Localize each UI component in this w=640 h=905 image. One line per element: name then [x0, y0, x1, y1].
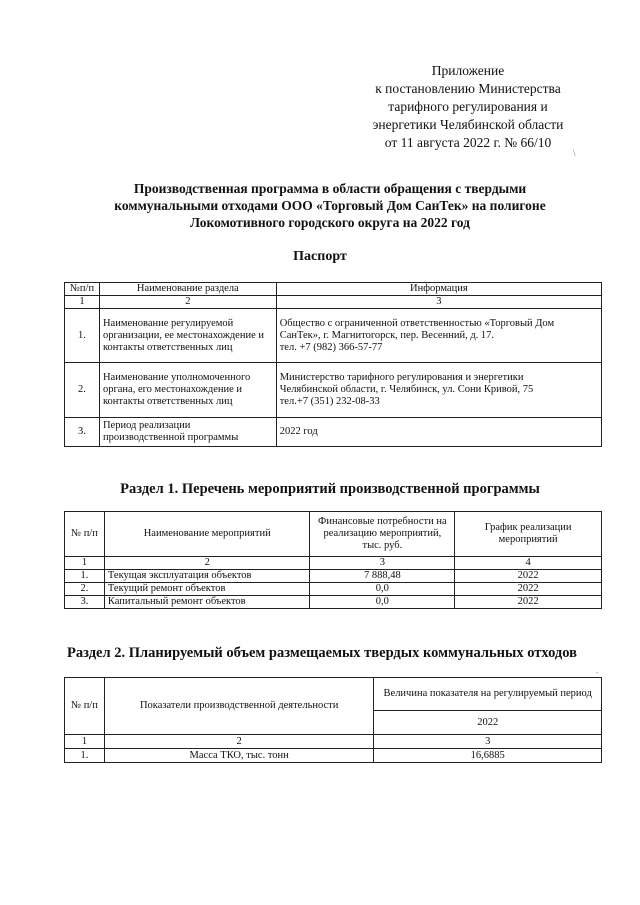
- header-cell: Информация: [276, 283, 601, 296]
- table-number-row: [65, 557, 602, 570]
- indicator-value: 16,6885: [374, 749, 602, 763]
- appendix-line: тарифного регулирования и: [388, 99, 548, 114]
- header-cell: № п/п: [65, 512, 105, 557]
- table-number-row: [65, 296, 602, 309]
- info-line: тел. +7 (982) 366-57-77: [279, 341, 383, 353]
- table-row: [65, 363, 602, 418]
- measure-amount: 7 888,48: [310, 570, 455, 583]
- section-name: Период реализации производственной программы: [99, 418, 276, 447]
- header-cell: Наименование мероприятий: [104, 512, 310, 557]
- row-number: 1.: [65, 749, 105, 763]
- title-line: коммунальными отходами ООО «Торговый Дом СанТек» на полигоне: [114, 198, 546, 213]
- info-line: 2022 год: [279, 426, 318, 437]
- table-header-row: [65, 283, 602, 296]
- document-title: [60, 180, 600, 231]
- section-name: Наименование уполномоченного органа, его местонахождение и контакты ответственных лиц: [99, 363, 276, 418]
- info-line: СанТек», г. Магнитогорск, пер. Весенний, д. 17.: [279, 329, 495, 341]
- row-number: 1.: [65, 570, 105, 583]
- passport-heading: Паспорт: [293, 249, 347, 264]
- header-cell: Финансовые потребности на реализацию мероприятий, тыс. руб.: [310, 512, 455, 557]
- column-number: 2: [99, 296, 276, 309]
- appendix-line: от 11 августа 2022 г. № 66/10: [384, 135, 552, 150]
- scan-mark: \: [573, 148, 576, 158]
- table-header-row: [65, 678, 602, 711]
- column-number: 1: [65, 296, 100, 309]
- info-line: Министерство тарифного регулирования и энергетики: [279, 372, 524, 383]
- table-row: [65, 749, 602, 763]
- column-number: 3: [374, 735, 602, 749]
- column-number: 2: [104, 735, 373, 749]
- info-line: Челябинской области, г. Челябинск, ул. Сони Кривой, 75: [279, 384, 534, 395]
- appendix-line: к постановлению Министерства: [375, 81, 561, 96]
- section-info: [276, 363, 601, 418]
- row-number: 2.: [65, 363, 100, 418]
- measure-year: 2022: [455, 570, 602, 583]
- table-row: [65, 596, 602, 609]
- header-cell: Наименование раздела: [99, 283, 276, 296]
- info-line: тел.+7 (351) 232-08-33: [279, 396, 380, 407]
- title-line: Локомотивного городского округа на 2022 год: [190, 215, 470, 230]
- indicator-name: Масса ТКО, тыс. тонн: [104, 749, 373, 763]
- section1-heading: Раздел 1. Перечень мероприятий производственной программы: [120, 481, 540, 497]
- table-row: [65, 583, 602, 596]
- section-info: [276, 418, 601, 447]
- appendix-line: энергетики Челябинской области: [372, 117, 564, 132]
- appendix-line: Приложение: [431, 63, 505, 78]
- section-info: [276, 309, 601, 363]
- section-name: Наименование регулируемой организации, ее местонахождение и контакты ответственных лиц: [99, 309, 276, 363]
- column-number: 3: [276, 296, 601, 309]
- scan-mark: .: [596, 665, 599, 675]
- header-cell: Величина показателя на регулируемый период: [374, 678, 602, 711]
- section1-table: [64, 511, 602, 609]
- section2-table: [64, 677, 602, 763]
- info-line: Общество с ограниченной ответственностью «Торговый Дом: [279, 317, 555, 329]
- table-row: [65, 570, 602, 583]
- column-number: 2: [104, 557, 310, 570]
- measure-name: Текущая эксплуатация объектов: [104, 570, 310, 583]
- row-number: 3.: [65, 418, 100, 447]
- header-cell: № п/п: [65, 678, 105, 735]
- column-number: 3: [310, 557, 455, 570]
- table-row: [65, 309, 602, 363]
- header-year-cell: 2022: [374, 711, 602, 735]
- column-number: 1: [65, 735, 105, 749]
- measure-amount: 0,0: [310, 596, 455, 609]
- column-number: 1: [65, 557, 105, 570]
- header-cell: График реализации мероприятий: [455, 512, 602, 557]
- appendix-block: [358, 62, 578, 152]
- title-line: Производственная программа в области обращения с твердыми: [133, 181, 527, 196]
- measure-amount: 0,0: [310, 583, 455, 596]
- passport-table: [64, 282, 602, 447]
- measure-year: 2022: [455, 596, 602, 609]
- table-header-row: [65, 512, 602, 557]
- column-number: 4: [455, 557, 602, 570]
- row-number: 2.: [65, 583, 105, 596]
- header-cell: №п/п: [65, 283, 100, 296]
- row-number: 1.: [65, 309, 100, 363]
- measure-year: 2022: [455, 583, 602, 596]
- header-cell: Показатели производственной деятельности: [104, 678, 373, 735]
- section2-heading: Раздел 2. Планируемый объем размещаемых твердых коммунальных отходов: [67, 645, 577, 661]
- measure-name: Текущий ремонт объектов: [104, 583, 310, 596]
- table-number-row: [65, 735, 602, 749]
- measure-name: Капитальный ремонт объектов: [104, 596, 310, 609]
- table-row: [65, 418, 602, 447]
- row-number: 3.: [65, 596, 105, 609]
